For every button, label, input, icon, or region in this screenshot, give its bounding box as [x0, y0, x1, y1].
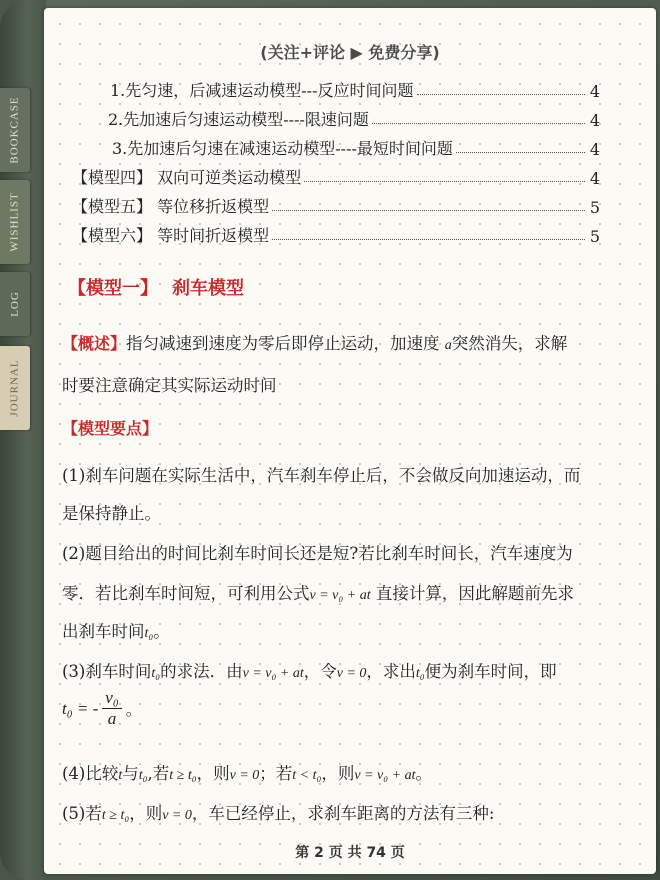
text: ；若 [259, 764, 293, 783]
section-heading [68, 274, 244, 300]
point-4-line [62, 760, 432, 784]
formula: v = v₀ + at [354, 768, 416, 783]
text: 。 [125, 702, 142, 719]
point-5-line [62, 800, 494, 824]
text: (4)比较 [62, 764, 119, 783]
tab-journal[interactable] [0, 346, 30, 430]
toc-page-number: 4 [589, 82, 600, 101]
toc-page-number: 4 [589, 111, 600, 130]
tab-bookcase[interactable] [0, 88, 30, 172]
point-2-line-2 [62, 580, 574, 604]
text: 出刹车时间 [62, 622, 145, 641]
fraction [102, 688, 121, 729]
toc-entry[interactable] [72, 130, 600, 159]
text: 。 [153, 622, 170, 641]
section-tag: 【模型一】 [68, 278, 158, 299]
point-2-line-1: (2)题目给出的时间比刹车时间长还是短?若比刹车时间长，汽车速度为 [62, 544, 573, 563]
text: 。 [415, 764, 432, 783]
page-footer: 第 2 页 共 74 页 [295, 845, 405, 861]
math-variable: t₀ [415, 666, 425, 681]
text: ，则 [321, 764, 355, 783]
toc-leader [272, 210, 585, 211]
math-variable: t [118, 768, 123, 783]
formula: t ≥ t₀ [101, 808, 130, 823]
text: 零．若比刹车时间短，可利用公式 [62, 584, 310, 603]
text: 便为刹车时间，即 [424, 662, 557, 681]
overview-text: 突然消失，求解 [451, 334, 568, 353]
toc-leader [304, 181, 585, 182]
tab-wishlist[interactable] [0, 180, 30, 264]
point-2-line-3 [62, 618, 170, 642]
table-of-contents [72, 72, 600, 246]
text: 的求法．由 [160, 662, 243, 681]
math-variable: t₀ [144, 626, 154, 641]
section-name: 刹车模型 [172, 278, 244, 299]
document-page [44, 8, 656, 874]
fraction-numerator: v₀ [102, 688, 121, 709]
tab-label: JOURNAL [9, 359, 21, 417]
toc-entry-label: 3.先加速后匀速在减速运动模型----最短时间问题 [112, 139, 453, 158]
toc-page-number: 4 [589, 140, 600, 159]
point-1-line-1: (1)刹车问题在实际生活中，汽车刹车停止后，不会做反向加速运动，而 [62, 466, 581, 485]
formula: t < t₀ [292, 768, 322, 783]
toc-entry[interactable] [72, 217, 600, 246]
text: 直接计算，因此解题前先求 [375, 584, 574, 603]
toc-entry-label: 【模型四】 双向可逆类运动模型 [72, 168, 302, 187]
toc-entry[interactable] [72, 159, 600, 188]
fraction-denominator: a [107, 709, 117, 728]
toc-leader [417, 94, 586, 95]
toc-page-number: 4 [589, 169, 600, 188]
text: (3)刹车时间 [62, 662, 152, 681]
tab-label: LOG [8, 291, 21, 317]
text: ，则 [196, 764, 230, 783]
toc-entry[interactable] [72, 101, 600, 130]
key-points-label: 【模型要点】 [62, 419, 159, 438]
toc-page-number: 5 [589, 227, 600, 246]
toc-page-number: 5 [589, 198, 600, 217]
text: (5)若 [62, 804, 102, 823]
overview-label: 【概述】 [62, 334, 127, 353]
toc-leader [272, 239, 585, 240]
formula: v = 0 [229, 768, 260, 783]
text: ，求出 [366, 662, 416, 681]
page-header: (关注+评论 ▶ 免费分享) [260, 43, 440, 62]
formula: t ≥ t₀ [169, 768, 197, 783]
text: ,若 [147, 764, 170, 783]
formula: v = v₀ + at [242, 666, 304, 681]
text: ，令 [303, 662, 337, 681]
tab-label: BOOKCASE [9, 96, 22, 164]
tab-log[interactable] [0, 272, 30, 336]
formula: v = 0 [336, 666, 367, 681]
text: ，则 [129, 804, 163, 823]
fraction-formula [62, 688, 142, 729]
tab-label: WISHLIST [9, 192, 22, 252]
toc-entry[interactable] [72, 188, 600, 217]
point-1-line-2: 是保持静止。 [62, 504, 161, 523]
overview-line-2: 时要注意确定其实际运动时间 [62, 376, 277, 395]
toc-entry-label: 2.先加速后匀速运动模型----限速问题 [108, 110, 369, 129]
math-variable: t₀ [151, 666, 161, 681]
toc-leader [372, 123, 585, 124]
toc-entry-label: 【模型五】 等位移折返模型 [72, 197, 270, 216]
math-variable: a [444, 338, 452, 353]
formula: v = v₀ + at [309, 588, 371, 603]
toc-entry[interactable] [72, 72, 600, 101]
point-3-line-1 [62, 658, 557, 682]
math-variable: t₀ [138, 768, 148, 783]
text: 与 [122, 764, 139, 783]
overview-text: 指匀减速到速度为零后即停止运动，加速度 [126, 334, 440, 353]
toc-leader [456, 152, 585, 153]
text: ，车已经停止，求刹车距离的方法有三种: [191, 804, 495, 823]
toc-entry-label: 1.先匀速，后减速运动模型---反应时间问题 [110, 81, 414, 100]
formula: v = 0 [162, 808, 192, 823]
overview-line-1 [62, 330, 567, 354]
toc-entry-label: 【模型六】 等时间折返模型 [72, 226, 270, 245]
formula-lhs: t₀ = - [62, 698, 99, 718]
